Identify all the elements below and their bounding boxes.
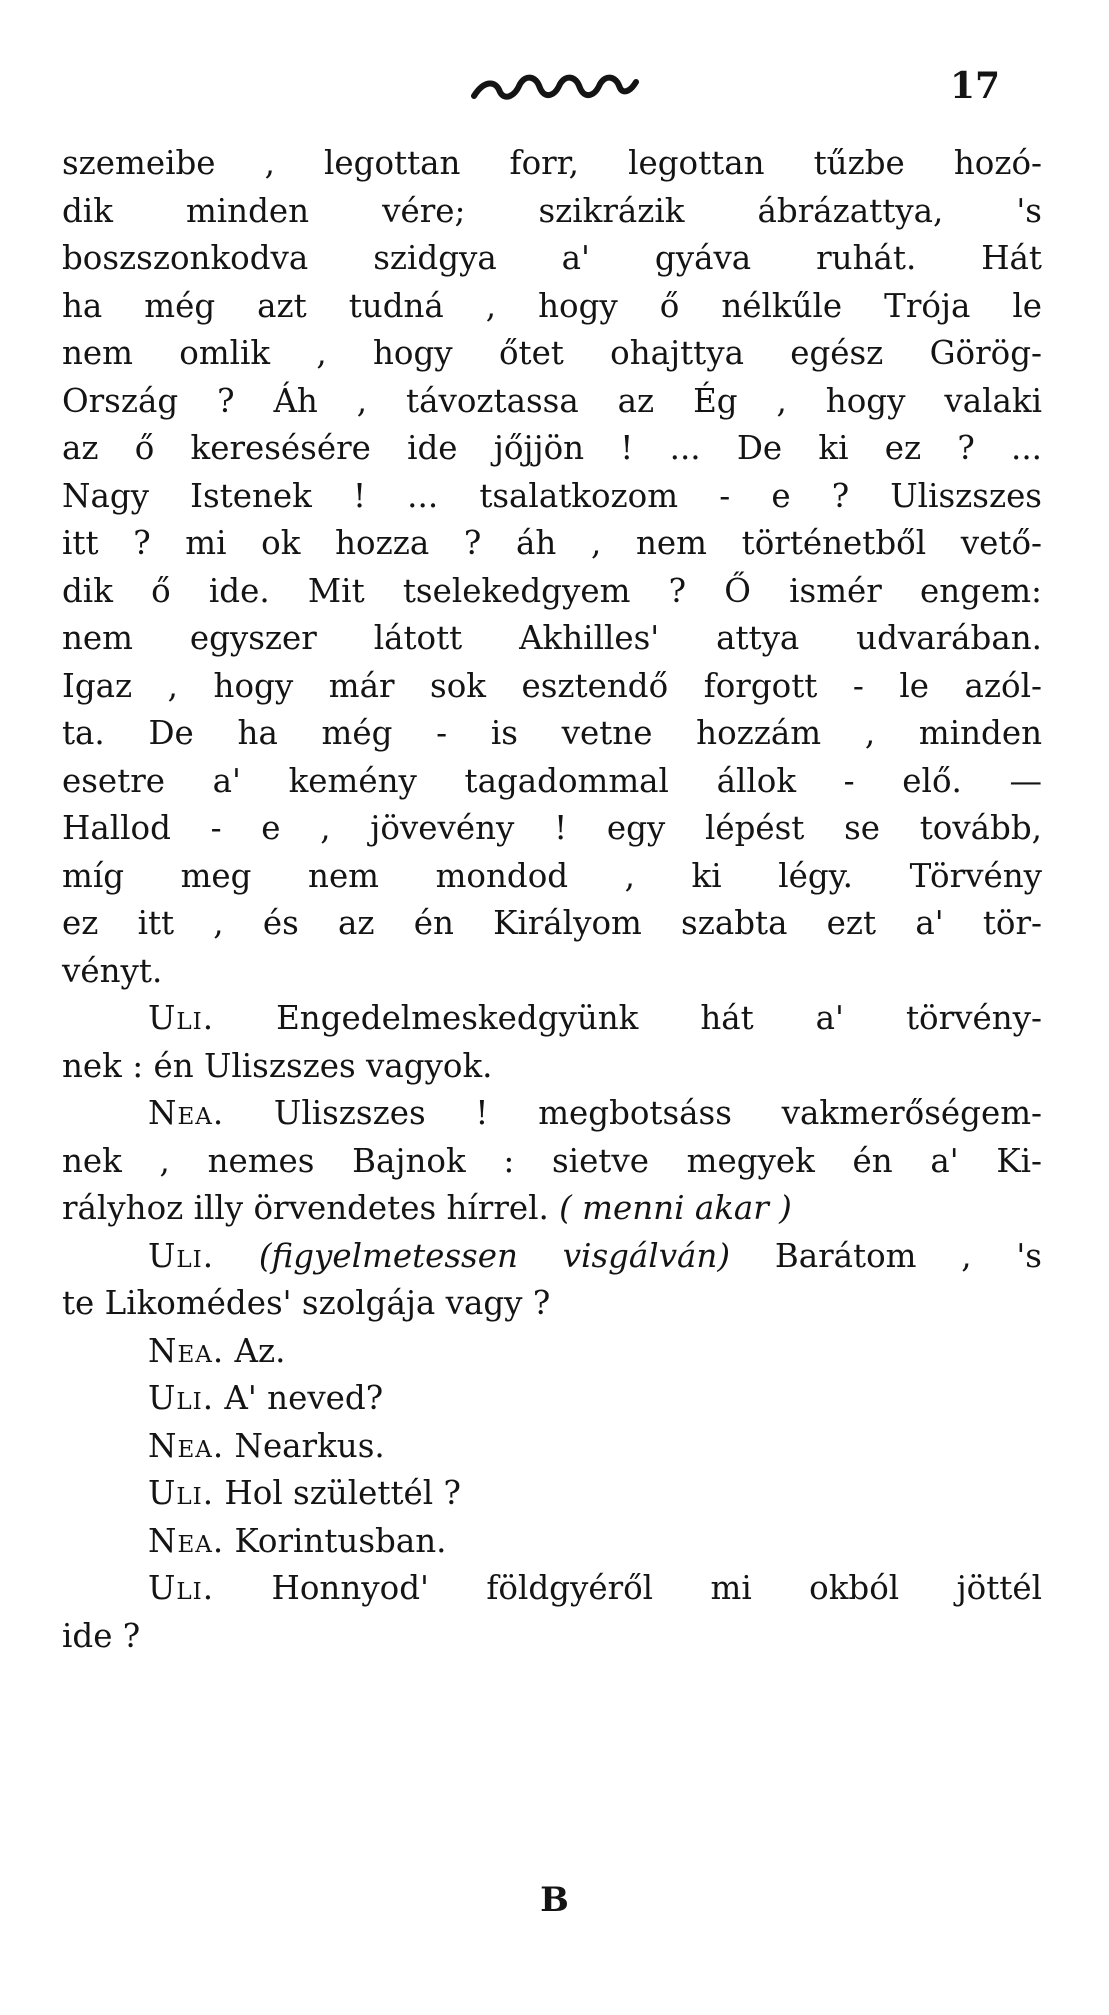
text-line	[62, 1565, 1042, 1613]
text-line	[62, 1138, 1042, 1186]
line-text: Az.	[224, 1331, 286, 1370]
page-number: 17	[950, 65, 1001, 107]
line-text: Nearkus.	[224, 1426, 385, 1465]
line-text: dik minden vére; szikrázik ábrázattya, 's	[62, 191, 1042, 230]
line-text: nem omlik , hogy őtet ohajttya egész Görög-	[62, 334, 1042, 372]
text-line	[62, 900, 1042, 948]
text-line	[62, 1328, 1042, 1376]
line-text: Hallod - e , jövevény ! egy lépést se tovább,	[62, 809, 1042, 847]
text-line	[62, 758, 1042, 806]
text-line	[62, 283, 1042, 331]
signature-mark: B	[540, 1880, 569, 1920]
line-text: te Likomédes' szolgája vagy ?	[62, 1284, 551, 1322]
text-line	[62, 568, 1042, 616]
speaker-name: Uli.	[148, 1474, 215, 1512]
line-text: rályhoz illy örvendetes hírrel.	[62, 1189, 549, 1227]
speaker-name: Uli.	[148, 1379, 215, 1417]
text-line	[62, 378, 1042, 426]
line-text: ta. De ha még - is vetne hozzám , minden	[62, 714, 1042, 752]
line-text: Nagy Istenek ! ... tsalatkozom - e ? Uliszszes	[62, 476, 1042, 515]
line-text: Ország ? Áh , távoztassa az Ég , hogy valaki	[62, 381, 1042, 420]
text-line	[62, 520, 1042, 568]
speaker-name: Uli.	[148, 1569, 215, 1607]
line-text: Honnyod' földgyéről mi okból jöttél	[214, 1569, 1042, 1607]
line-text: boszszonkodva szidgya a' gyáva ruhát. Hát	[62, 239, 1042, 277]
text-line	[62, 948, 1042, 996]
line-text: az ő keresésére ide jőjjön ! ... De ki ez ? ...	[62, 429, 1042, 467]
line-text: Uliszszes ! megbotsáss vakmerőségem-	[224, 1094, 1042, 1132]
text-line	[62, 235, 1042, 283]
line-text: Korintusban.	[224, 1521, 447, 1560]
line-text: Engedelmeskedgyünk hát a' törvény-	[214, 999, 1042, 1037]
text-line	[62, 615, 1042, 663]
line-text: Hol születtél ?	[214, 1474, 461, 1512]
line-text: ide ?	[62, 1616, 141, 1655]
line-text: nem egyszer látott Akhilles' attya udvarában.	[62, 619, 1042, 657]
speaker-name: Uli.	[148, 1236, 215, 1275]
speaker-name: Nea.	[148, 1331, 225, 1370]
line-text: nek , nemes Bajnok : sietve megyek én a' Ki-	[62, 1141, 1042, 1180]
text-line	[62, 188, 1042, 236]
text-line	[62, 853, 1042, 901]
speaker-name: Uli.	[148, 999, 215, 1037]
text-line	[62, 1233, 1042, 1281]
line-text: szemeibe , legottan forr, legottan tűzbe hozó-	[62, 144, 1042, 182]
speaker-name: Nea.	[148, 1521, 225, 1560]
body-text	[62, 140, 1042, 1660]
text-line	[62, 1090, 1042, 1138]
text-line	[62, 330, 1042, 378]
speaker-name: Nea.	[148, 1094, 225, 1132]
line-text: nek : én Uliszszes vagyok.	[62, 1046, 493, 1085]
line-text: ez itt , és az én Királyom szabta ezt a' tör-	[62, 904, 1042, 942]
text-line	[62, 1470, 1042, 1518]
text-line	[62, 1613, 1042, 1661]
line-text: esetre a' kemény tagadommal állok - elő. —	[62, 761, 1042, 800]
stage-direction: (figyelmetessen visgálván)	[214, 1236, 731, 1275]
stage-direction: ( menni akar )	[559, 1189, 792, 1227]
wavy-ornament-icon	[470, 70, 640, 104]
text-line	[62, 473, 1042, 521]
text-line	[62, 1518, 1042, 1566]
text-line	[62, 425, 1042, 473]
text-line	[62, 663, 1042, 711]
line-text: dik ő ide. Mit tselekedgyem ? Ő ismér engem:	[62, 571, 1042, 610]
line-text: vényt.	[62, 951, 163, 990]
line-text: míg meg nem mondod , ki légy. Törvény	[62, 856, 1042, 895]
text-line	[62, 1185, 1042, 1233]
speaker-name: Nea.	[148, 1426, 225, 1465]
text-line	[62, 995, 1042, 1043]
text-line	[62, 805, 1042, 853]
line-text: Barátom , 's	[730, 1236, 1042, 1275]
line-text: Igaz , hogy már sok esztendő forgott - le azól-	[62, 666, 1042, 705]
text-line	[62, 1375, 1042, 1423]
text-line	[62, 140, 1042, 188]
text-line	[62, 1043, 1042, 1091]
line-text: itt ? mi ok hozza ? áh , nem történetből vető-	[62, 524, 1042, 562]
text-line	[62, 710, 1042, 758]
line-text: A' neved?	[214, 1379, 384, 1417]
line-text: ha még azt tudná , hogy ő nélkűle Trója le	[62, 286, 1042, 325]
text-line	[62, 1423, 1042, 1471]
text-line	[62, 1280, 1042, 1328]
